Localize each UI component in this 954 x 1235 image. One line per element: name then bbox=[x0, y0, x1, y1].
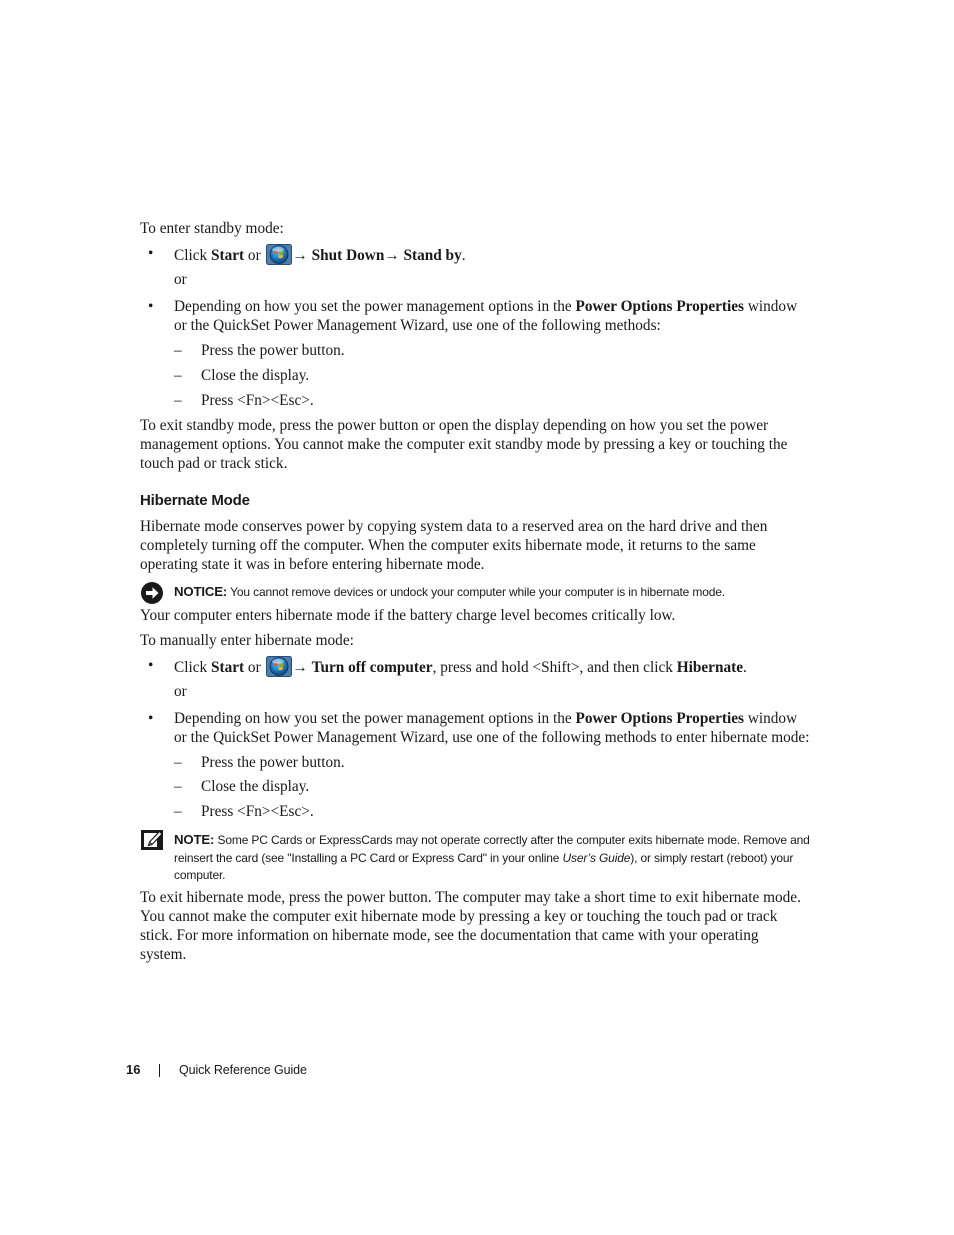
page-number: 16 bbox=[126, 1062, 141, 1077]
standby-exit-text: To exit standby mode, press the power button or open the display depending on how you set the power management options. You cannot make the computer exit standby mode by pressing a key or touching the touch pad or track stick. bbox=[140, 417, 788, 472]
notice-label: NOTICE: bbox=[174, 584, 228, 599]
standby-method: Press the power button. bbox=[201, 342, 345, 359]
or-separator: or bbox=[174, 683, 187, 700]
note-text: NOTE: Some PC Cards or ExpressCards may not operate correctly after the computer exits hibernate mode. Remove and reinsert the card (see "Installing a PC Card or Express Card" in your online User’s Guide), or simply restart (reboot) your computer. bbox=[174, 832, 810, 882]
manual-intro: To manually enter hibernate mode: bbox=[140, 632, 354, 649]
stand-by-label: Stand by bbox=[403, 247, 462, 264]
hibernate-bullet-options: Depending on how you set the power management options in the Power Options Properties window or the QuickSet Power Management Wizard, use one of the following methods to enter hibernate mode: bbox=[174, 710, 810, 746]
bullet-marker: • bbox=[148, 657, 154, 674]
windows-start-orb-icon bbox=[266, 656, 292, 677]
windows-start-orb-icon bbox=[266, 244, 292, 265]
standby-bullet-options: Depending on how you set the power management options in the Power Options Properties window or the QuickSet Power Management Wizard, use one of the following methods: bbox=[174, 298, 798, 334]
bullet-marker: • bbox=[148, 710, 154, 727]
hibernate-intro: Hibernate mode conserves power by copying system data to a reserved area on the hard drive and then completely turning off the computer. When the computer exits hibernate mode, it returns to the same operating state it was in before entering hibernate mode. bbox=[140, 518, 768, 573]
standby-method: Close the display. bbox=[201, 367, 310, 384]
hibernate-bullet-start: Click Start or → Turn off computer, press and hold <Shift>, and then click Hibernate. bbox=[174, 656, 810, 677]
note-pencil-icon bbox=[140, 829, 164, 851]
bullet-marker: • bbox=[148, 298, 154, 315]
hibernate-method: Press <Fn><Esc>. bbox=[201, 803, 314, 820]
section-heading: Hibernate Mode bbox=[140, 492, 250, 509]
hibernate-method: Close the display. bbox=[201, 778, 310, 795]
footer-title: Quick Reference Guide bbox=[179, 1063, 307, 1077]
note-label: NOTE: bbox=[174, 832, 215, 847]
or-separator: or bbox=[174, 271, 187, 288]
start-label: Start bbox=[210, 247, 245, 264]
bullet-marker: • bbox=[148, 245, 154, 262]
manual-page: To enter standby mode: • Click Start or → Shut Down→ Stand by. or • Depending on how you set the power management options in the Power Options Properties window or the QuickSet Power Management Wizard, use one of the following methods: – Press the power button. – Close the display. – Press <Fn><Esc>. To exit standby mode, press the power button or open the display depending on how you set the power management options. You cannot make the computer exit standby mode by pressing a key or touching the touch pad or track stick. Hibernate Mode Hibernate mode conserves power by copying system data to a reserved area on the hard drive and then completely turning off the computer. When the computer exits hibernate mode, it returns to the same operating state it was in before entering hibernate mode. NOTICE: You cannot remove devices or undock your computer while your computer is in hibernate mode. Your computer enters hibernate mode if the battery charge level becomes critically low. To manually enter hibernate mode: • Click Start or → Turn off computer, press and hold <Shift>, and then click Hibernate. or • Depending on how you set the power management options in the Power Options Properties window or the QuickSet Power Management Wizard, use one of the following methods to enter hibernate mode: – Press the power button. – Close the display. – Press <Fn><Esc>. NOTE: Some PC Cards or ExpressCards may not operate correctly after the computer exits hibernate mode. Remove and reinsert the card (see "Installing a PC Card or Express Card" in your online User’s Guide), or simply restart (reboot) your computer. To exit hibernate mode, press the power button. The computer may take a short time to exit hibernate mode. You cannot make the computer exit hibernate mode by pressing a key or touching the touch pad or track stick. For more information on hibernate mode, see the documentation that came with your operating system. 16 Quick Reference Guide bbox=[0, 0, 954, 1235]
turn-off-label: Turn off computer bbox=[311, 659, 433, 676]
notice-text: NOTICE: You cannot remove devices or undock your computer while your computer is in hibernate mode. bbox=[174, 584, 725, 599]
shut-down-label: Shut Down bbox=[311, 247, 385, 264]
standby-bullet-start: Click Start or → Shut Down→ Stand by. bbox=[174, 244, 810, 265]
start-label: Start bbox=[210, 659, 245, 676]
notice-arrow-icon bbox=[140, 581, 164, 605]
hibernate-label: Hibernate bbox=[676, 659, 744, 676]
hibernate-exit-text: To exit hibernate mode, press the power button. The computer may take a short time to exit hibernate mode. You cannot make the computer exit hibernate mode by pressing a key or touching the touch pad or track stick. For more information on hibernate mode, see the documentation that came with your operating system. bbox=[140, 889, 801, 963]
hibernate-method: Press the power button. bbox=[201, 754, 345, 771]
footer-divider bbox=[159, 1064, 160, 1077]
users-guide-reference: User’s Guide bbox=[562, 850, 631, 865]
standby-method: Press <Fn><Esc>. bbox=[201, 392, 314, 409]
standby-intro: To enter standby mode: bbox=[140, 220, 284, 237]
battery-text: Your computer enters hibernate mode if the battery charge level becomes critically low. bbox=[140, 607, 676, 624]
